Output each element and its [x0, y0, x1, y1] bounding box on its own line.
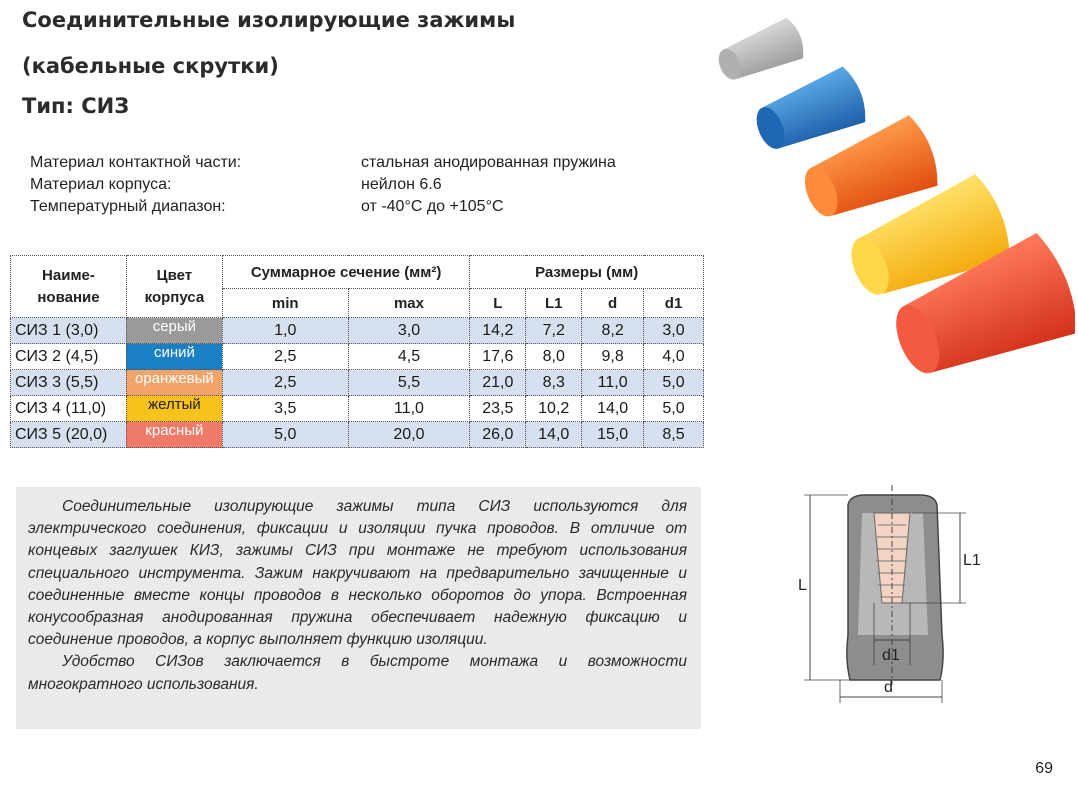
page-title: Соединительные изолирующие зажимы: [22, 8, 516, 32]
header-d: d: [582, 289, 644, 318]
cell-l1: 8,3: [526, 370, 582, 396]
spec-label: Материал корпуса:: [30, 176, 172, 193]
table-row: [11, 396, 704, 422]
gray-cap-image: [715, 15, 808, 88]
label-L1: L1: [963, 552, 981, 569]
cell-max: 20,0: [348, 422, 470, 448]
header-name: Наиме- нование: [11, 256, 127, 318]
cell-d: 15,0: [582, 422, 644, 448]
cell-d1: 3,0: [644, 318, 704, 344]
spec-value: стальная анодированная пружина: [361, 154, 616, 171]
cell-name: СИЗ 2 (4,5): [11, 344, 127, 370]
spec-value: нейлон 6.6: [361, 176, 442, 193]
type-label: Тип: СИЗ: [22, 94, 130, 118]
cell-max: 11,0: [348, 396, 470, 422]
cell-min: 3,5: [222, 396, 348, 422]
cell-name: СИЗ 5 (20,0): [11, 422, 127, 448]
cell-min: 2,5: [222, 344, 348, 370]
cell-d: 14,0: [582, 396, 644, 422]
header-section: Суммарное сечение (мм²): [222, 256, 469, 289]
header-min: min: [222, 289, 348, 318]
cell-color: желтый: [126, 396, 222, 422]
cell-d1: 4,0: [644, 344, 704, 370]
cell-max: 3,0: [348, 318, 470, 344]
label-L: L: [798, 577, 807, 594]
spec-label: Температурный диапазон:: [30, 198, 226, 215]
cell-l: 21,0: [470, 370, 526, 396]
cell-d1: 8,5: [644, 422, 704, 448]
header-color: Цвет корпуса: [126, 256, 222, 318]
label-d: d: [884, 679, 893, 696]
dimension-drawing: [790, 485, 990, 710]
spec-value: от -40°С до +105°С: [361, 198, 504, 215]
description-paragraph: Удобство СИЗов заключается в быстроте монтажа и возможности многократного использования.: [28, 653, 687, 693]
cell-name: СИЗ 1 (3,0): [11, 318, 127, 344]
cell-min: 5,0: [222, 422, 348, 448]
cell-min: 2,5: [222, 370, 348, 396]
cell-max: 5,5: [348, 370, 470, 396]
header-max: max: [348, 289, 470, 318]
cell-name: СИЗ 3 (5,5): [11, 370, 127, 396]
cell-min: 1,0: [222, 318, 348, 344]
cell-l1: 10,2: [526, 396, 582, 422]
cell-l1: 8,0: [526, 344, 582, 370]
label-d1: d1: [882, 647, 900, 664]
cell-d: 8,2: [582, 318, 644, 344]
cell-l: 23,5: [470, 396, 526, 422]
cell-l: 14,2: [470, 318, 526, 344]
cell-max: 4,5: [348, 344, 470, 370]
table-row: [11, 318, 704, 344]
table-row: [11, 344, 704, 370]
cell-d: 9,8: [582, 344, 644, 370]
cell-l: 17,6: [470, 344, 526, 370]
product-photo: [715, 5, 1075, 385]
cell-name: СИЗ 4 (11,0): [11, 396, 127, 422]
table-row: [11, 422, 704, 448]
cell-l: 26,0: [470, 422, 526, 448]
cell-color: синий: [126, 344, 222, 370]
header-L1: L1: [526, 289, 582, 318]
description-paragraph: Соединительные изолирующие зажимы типа СИЗ используются для электрического соединения, фиксации и изоляции пучка проводов. В отличие от концевых заглушек КИЗ, зажимы СИЗ при монтаже не требуют использования специального инструмента. Зажим накручивают на предварительно зачищенные и соединенные вместе концы проводов в несколько оборотов до упора. Встроенная конусообразная анодированная пружина обеспечивает надежную фиксацию и соединение проводов, а корпус выполняет функцию изоляции.: [28, 498, 687, 649]
cell-color: оранжевый: [126, 370, 222, 396]
cell-d1: 5,0: [644, 396, 704, 422]
cell-l1: 7,2: [526, 318, 582, 344]
cell-color: красный: [126, 422, 222, 448]
cell-color: серый: [126, 318, 222, 344]
page-subtitle: (кабельные скрутки): [22, 54, 279, 78]
table-row: [11, 370, 704, 396]
cell-d1: 5,0: [644, 370, 704, 396]
page-number: 69: [1035, 760, 1053, 777]
product-table: [10, 255, 704, 448]
cell-d: 11,0: [582, 370, 644, 396]
header-L: L: [470, 289, 526, 318]
description-box: [16, 487, 701, 729]
spec-label: Материал контактной части:: [30, 154, 242, 171]
header-d1: d1: [644, 289, 704, 318]
cell-l1: 14,0: [526, 422, 582, 448]
header-dims: Размеры (мм): [470, 256, 704, 289]
